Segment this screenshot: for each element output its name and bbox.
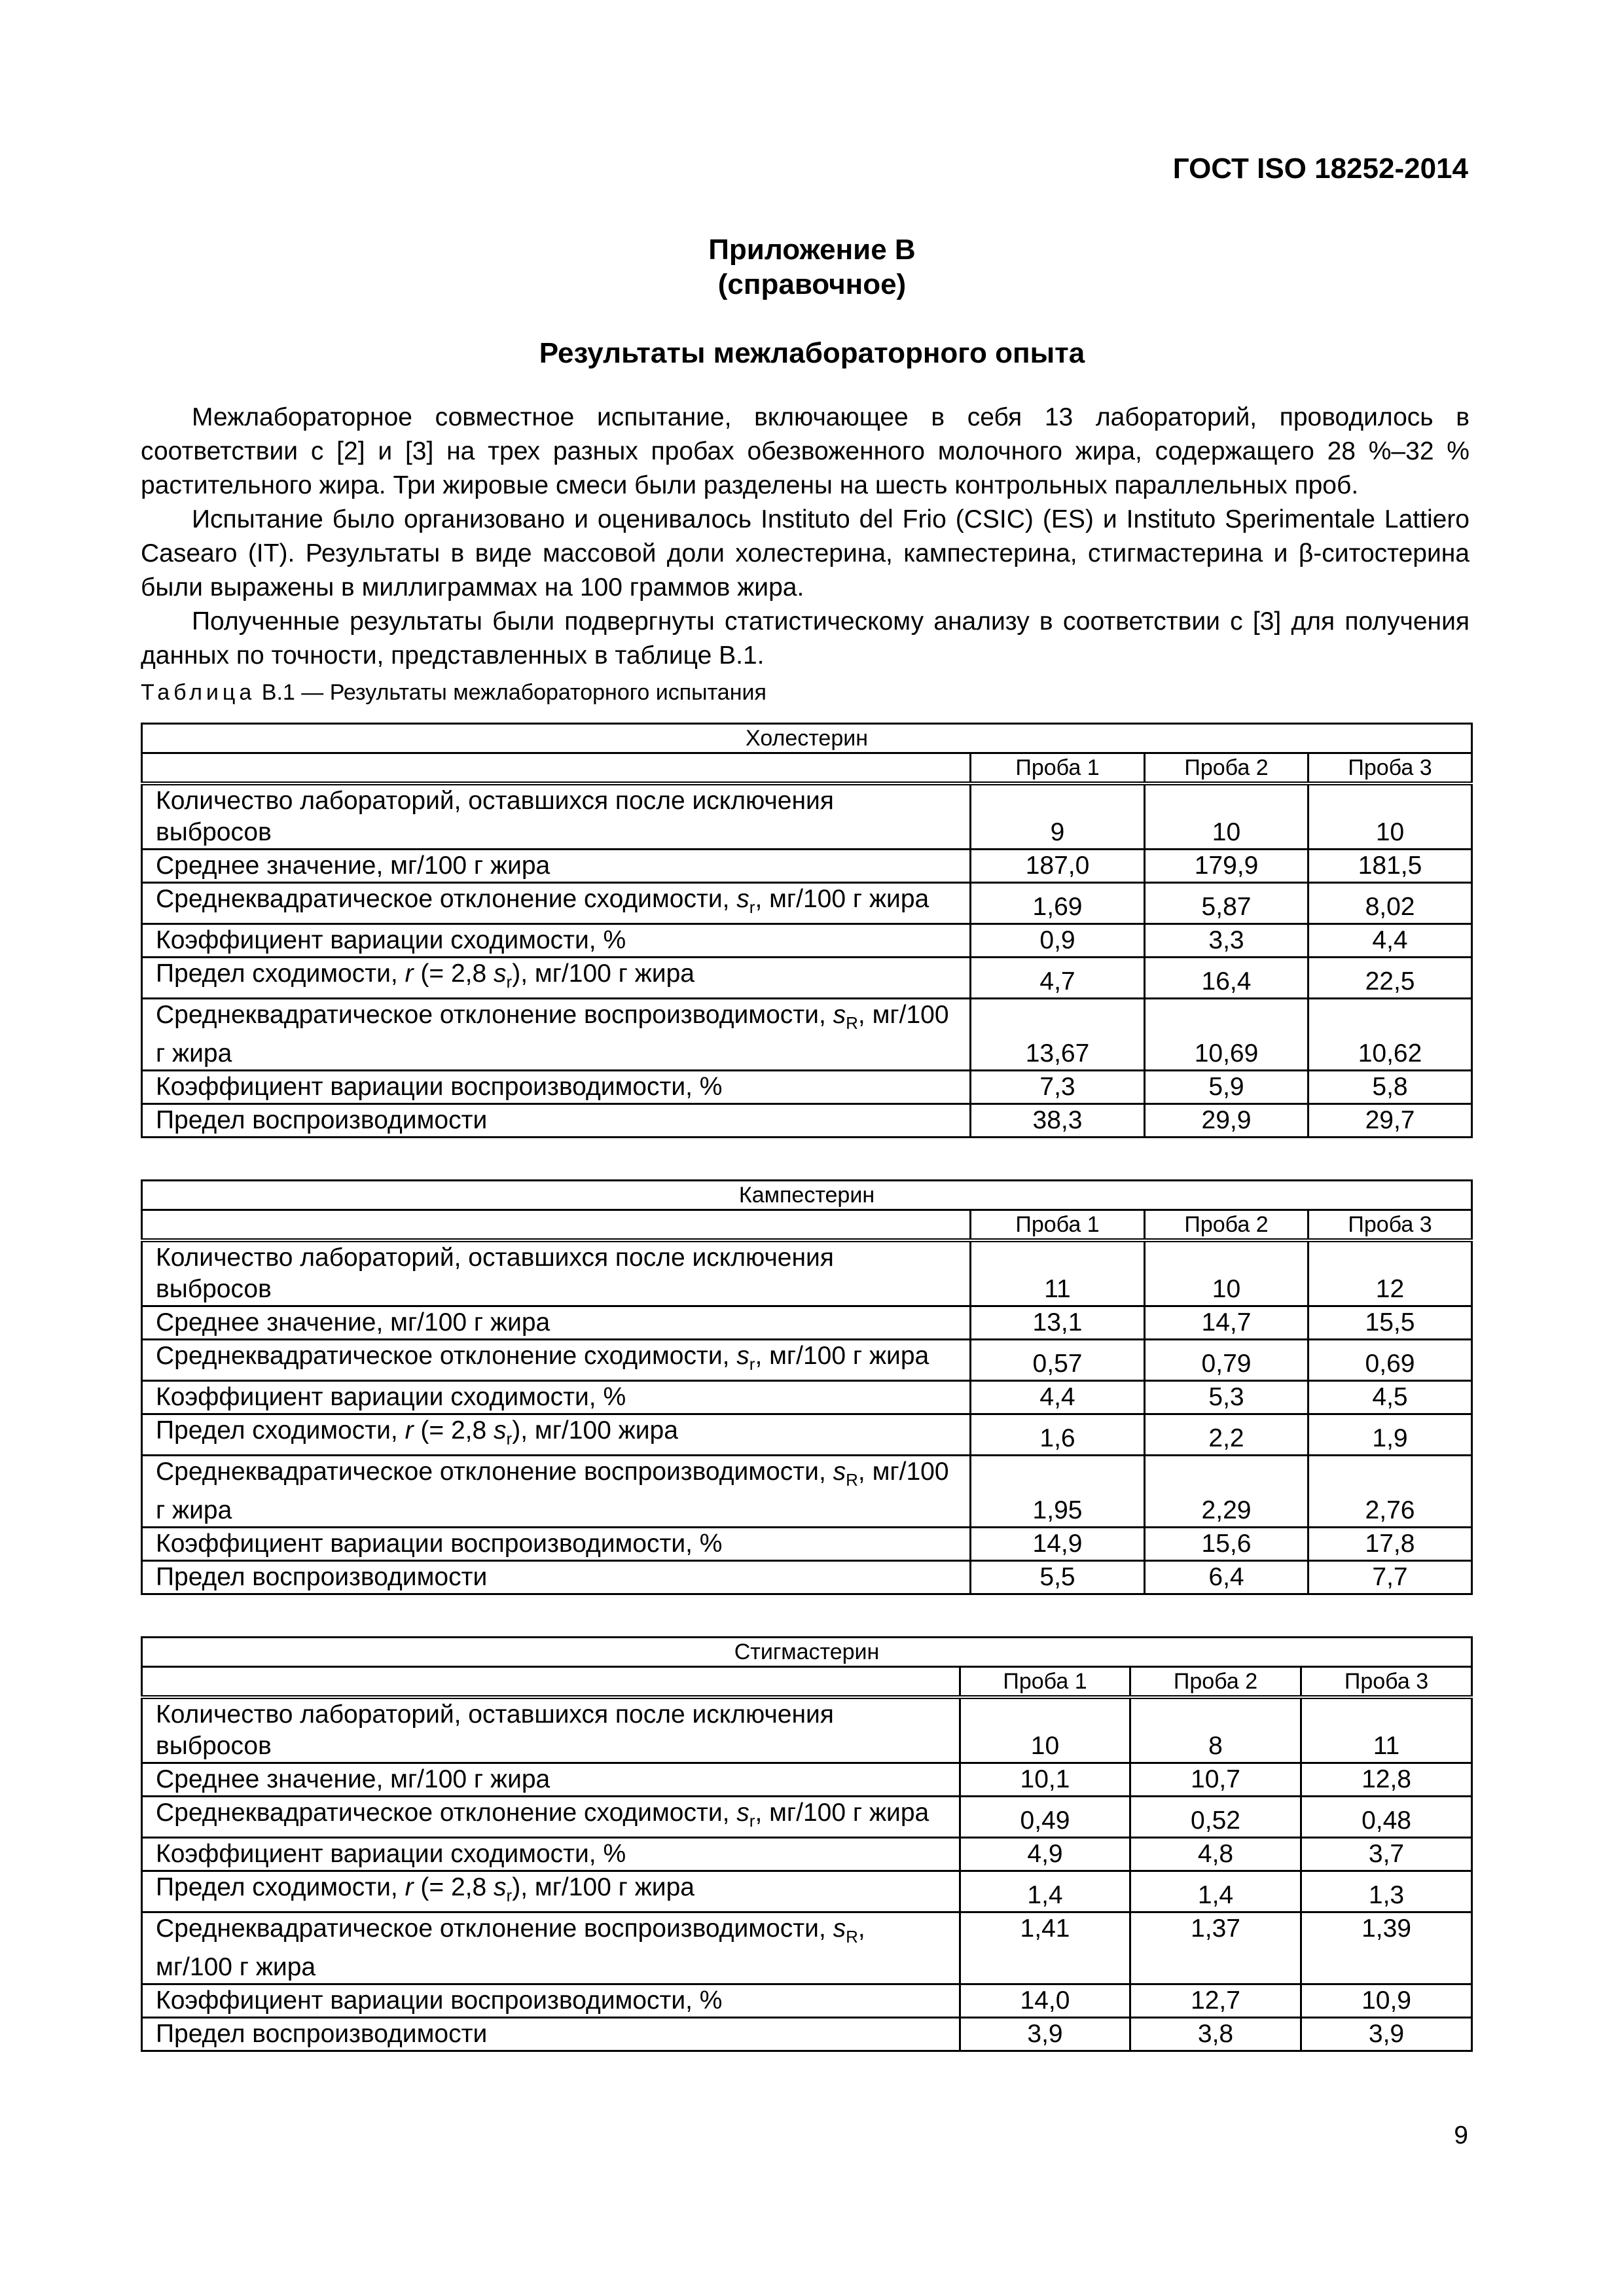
table-row xyxy=(142,924,1472,957)
value-cell: 1,9 xyxy=(1308,1414,1472,1455)
table-caption xyxy=(141,679,767,706)
row-label xyxy=(142,1763,960,1797)
table-row xyxy=(142,1984,1472,2018)
value-cell: 12,7 xyxy=(1130,1984,1301,2018)
value-cell: 1,41 xyxy=(960,1912,1130,1984)
value-cell: 5,5 xyxy=(971,1561,1145,1594)
value-cell: 2,2 xyxy=(1145,1414,1308,1455)
row-label xyxy=(142,1071,971,1104)
row-label-text: (= 2,8 xyxy=(413,1416,494,1444)
symbol-sub: r xyxy=(749,897,755,917)
table-row xyxy=(142,1340,1472,1381)
symbol-r: r xyxy=(405,959,414,988)
value-cell: 10 xyxy=(960,1697,1130,1763)
value-cell: 5,9 xyxy=(1145,1071,1308,1104)
value-cell: 16,4 xyxy=(1145,957,1308,998)
value-cell: 10,7 xyxy=(1130,1763,1301,1797)
value-cell: 4,8 xyxy=(1130,1837,1301,1871)
value-cell: 10 xyxy=(1308,783,1472,850)
row-label xyxy=(142,1306,971,1340)
table-row xyxy=(142,1414,1472,1455)
row-label-text: ), мг/100 г жира xyxy=(512,959,695,988)
value-cell: 2,29 xyxy=(1145,1455,1308,1528)
value-cell: 1,6 xyxy=(971,1414,1145,1455)
value-cell: 29,7 xyxy=(1308,1104,1472,1138)
symbol-sub: r xyxy=(506,1428,513,1448)
symbol-s: s xyxy=(736,1342,749,1370)
table-row xyxy=(142,1561,1472,1594)
table-caption-text: В.1 — Результаты межлабораторного испытания xyxy=(261,680,767,705)
row-label xyxy=(142,1380,971,1414)
value-cell: 5,3 xyxy=(1145,1380,1308,1414)
empty-header-cell xyxy=(142,1667,960,1698)
value-cell: 14,0 xyxy=(960,1984,1130,2018)
value-cell: 15,5 xyxy=(1308,1306,1472,1340)
row-label-text: Коэффициент вариации воспроизводимости, % xyxy=(156,1986,723,2015)
row-label-text: Коэффициент вариации сходимости, % xyxy=(156,925,626,954)
value-cell: 5,8 xyxy=(1308,1071,1472,1104)
value-cell: 4,7 xyxy=(971,957,1145,998)
symbol-r: r xyxy=(405,1416,414,1444)
row-label-text: Предел воспроизводимости xyxy=(156,2020,488,2049)
row-label-text: Предел сходимости, xyxy=(156,1416,405,1444)
paragraph: Испытание было организовано и оценивалось Instituto del Frio (CSIC) (ES) и Instituto Sperimentale Lattiero Casearo (IT). Результаты в виде массовой доли холестерина, кампестерина, стигмастерина и β-ситостерина были выражены в миллиграммах на 100 граммов жира. xyxy=(141,505,1470,601)
annex-subtitle: (справочное) xyxy=(717,268,907,300)
empty-header-cell xyxy=(142,753,971,784)
table-row xyxy=(142,1871,1472,1912)
row-label xyxy=(142,1984,960,2018)
value-cell: 1,69 xyxy=(971,883,1145,924)
value-cell: 10 xyxy=(1145,1240,1308,1306)
annex-title: Приложение В xyxy=(708,234,916,266)
symbol-sub: r xyxy=(749,1354,755,1374)
value-cell: 4,4 xyxy=(1308,924,1472,957)
row-label-text: Количество лабораторий, оставшихся после исключения выбросов xyxy=(156,787,834,846)
value-cell: 1,39 xyxy=(1301,1912,1472,1984)
symbol-s: s xyxy=(494,1416,507,1444)
symbol-sub: R xyxy=(846,1469,858,1490)
value-cell: 0,48 xyxy=(1301,1797,1472,1838)
results-table-stigmasterol xyxy=(141,1636,1473,2052)
value-cell: 22,5 xyxy=(1308,957,1472,998)
table-row xyxy=(142,1528,1472,1561)
symbol-s: s xyxy=(736,1799,749,1827)
table-substance-title: Холестерин xyxy=(142,724,1472,753)
sample-header: Проба 1 xyxy=(971,753,1145,784)
value-cell: 4,5 xyxy=(1308,1380,1472,1414)
value-cell: 10 xyxy=(1145,783,1308,850)
value-cell: 6,4 xyxy=(1145,1561,1308,1594)
body-text xyxy=(141,401,1470,673)
row-label-text: Среднее значение, мг/100 г жира xyxy=(156,1308,550,1336)
symbol-s: s xyxy=(833,1000,846,1029)
results-table-campesterol xyxy=(141,1179,1473,1595)
value-cell: 11 xyxy=(971,1240,1145,1306)
row-label xyxy=(142,1697,960,1763)
row-label-text: Количество лабораторий, оставшихся после исключения выбросов xyxy=(156,1700,834,1760)
value-cell: 12,8 xyxy=(1301,1763,1472,1797)
value-cell: 7,7 xyxy=(1308,1561,1472,1594)
symbol-s: s xyxy=(494,1873,507,1901)
value-cell: 15,6 xyxy=(1145,1528,1308,1561)
row-label-text: Количество лабораторий, оставшихся после исключения выбросов xyxy=(156,1244,834,1303)
empty-header-cell xyxy=(142,1210,971,1241)
table-row xyxy=(142,1912,1472,1984)
row-label-text: Предел воспроизводимости xyxy=(156,1563,488,1592)
standard-code: ГОСТ ISO 18252-2014 xyxy=(1172,152,1468,185)
row-label-text: , мг/100 г жира xyxy=(156,1457,949,1525)
value-cell: 1,4 xyxy=(960,1871,1130,1912)
table-row xyxy=(142,1763,1472,1797)
value-cell: 0,52 xyxy=(1130,1797,1301,1838)
value-cell: 0,57 xyxy=(971,1340,1145,1381)
row-label-text: Среднеквадратическое отклонение воспроизводимости, xyxy=(156,1457,833,1486)
row-label-text: Коэффициент вариации сходимости, % xyxy=(156,1839,626,1868)
table-row xyxy=(142,1240,1472,1306)
table-row xyxy=(142,1306,1472,1340)
row-label-text: Предел сходимости, xyxy=(156,1873,405,1901)
value-cell: 5,87 xyxy=(1145,883,1308,924)
symbol-s: s xyxy=(833,1457,846,1486)
row-label xyxy=(142,1912,960,1984)
row-label-text: Предел сходимости, xyxy=(156,959,405,988)
value-cell: 10,9 xyxy=(1301,1984,1472,2018)
row-label-text: (= 2,8 xyxy=(413,1873,494,1901)
value-cell: 8,02 xyxy=(1308,883,1472,924)
sample-header: Проба 3 xyxy=(1308,1210,1472,1241)
symbol-r: r xyxy=(405,1873,414,1901)
value-cell: 14,9 xyxy=(971,1528,1145,1561)
row-label xyxy=(142,783,971,850)
table-row xyxy=(142,1071,1472,1104)
row-label-text: ), мг/100 жира xyxy=(512,1416,678,1444)
table-row xyxy=(142,1104,1472,1138)
table-row xyxy=(142,957,1472,998)
row-label xyxy=(142,850,971,883)
row-label-text: Коэффициент вариации воспроизводимости, % xyxy=(156,1073,723,1102)
row-label-text: Среднее значение, мг/100 г жира xyxy=(156,852,550,880)
table-substance-title: Стигмастерин xyxy=(142,1638,1472,1667)
value-cell: 14,7 xyxy=(1145,1306,1308,1340)
table-row xyxy=(142,998,1472,1071)
row-label xyxy=(142,1871,960,1912)
row-label xyxy=(142,1340,971,1381)
sample-header: Проба 3 xyxy=(1301,1667,1472,1698)
table-row xyxy=(142,783,1472,850)
value-cell: 179,9 xyxy=(1145,850,1308,883)
table-caption-label: Таблица xyxy=(141,680,256,705)
value-cell: 12 xyxy=(1308,1240,1472,1306)
row-label xyxy=(142,1561,971,1594)
row-label-text: Среднеквадратическое отклонение воспроизводимости, xyxy=(156,1000,833,1029)
value-cell: 2,76 xyxy=(1308,1455,1472,1528)
table-row xyxy=(142,1697,1472,1763)
value-cell: 13,1 xyxy=(971,1306,1145,1340)
row-label-text: , мг/100 г жира xyxy=(755,1342,929,1370)
value-cell: 9 xyxy=(971,783,1145,850)
sample-header: Проба 2 xyxy=(1130,1667,1301,1698)
row-label xyxy=(142,1455,971,1528)
value-cell: 4,9 xyxy=(960,1837,1130,1871)
value-cell: 0,69 xyxy=(1308,1340,1472,1381)
value-cell: 29,9 xyxy=(1145,1104,1308,1138)
table-row xyxy=(142,1455,1472,1528)
row-label xyxy=(142,998,971,1071)
sample-header: Проба 1 xyxy=(960,1667,1130,1698)
value-cell: 1,37 xyxy=(1130,1912,1301,1984)
value-cell: 7,3 xyxy=(971,1071,1145,1104)
row-label-text: Предел воспроизводимости xyxy=(156,1106,488,1135)
value-cell: 10,1 xyxy=(960,1763,1130,1797)
value-cell: 11 xyxy=(1301,1697,1472,1763)
value-cell: 10,62 xyxy=(1308,998,1472,1071)
row-label-text: Среднеквадратическое отклонение сходимости, xyxy=(156,1799,737,1827)
row-label xyxy=(142,1837,960,1871)
table-row xyxy=(142,1837,1472,1871)
value-cell: 0,9 xyxy=(971,924,1145,957)
row-label xyxy=(142,2018,960,2051)
row-label-text: Среднеквадратическое отклонение сходимости, xyxy=(156,885,737,913)
value-cell: 0,49 xyxy=(960,1797,1130,1838)
symbol-sub: r xyxy=(506,1885,513,1905)
row-label-text: (= 2,8 xyxy=(413,959,494,988)
annex-heading xyxy=(0,233,1624,302)
row-label xyxy=(142,1414,971,1455)
value-cell: 17,8 xyxy=(1308,1528,1472,1561)
sample-header: Проба 3 xyxy=(1308,753,1472,784)
value-cell: 3,3 xyxy=(1145,924,1308,957)
paragraph: Полученные результаты были подвергнуты статистическому анализу в соответствии с [3] для получения данных по точности, представленных в таблице В.1. xyxy=(141,607,1470,670)
table-row xyxy=(142,883,1472,924)
table-row xyxy=(142,1797,1472,1838)
sample-header: Проба 1 xyxy=(971,1210,1145,1241)
row-label xyxy=(142,1797,960,1838)
symbol-sub: R xyxy=(846,1013,858,1033)
value-cell: 1,4 xyxy=(1130,1871,1301,1912)
value-cell: 0,79 xyxy=(1145,1340,1308,1381)
results-table-cholesterol xyxy=(141,723,1473,1138)
row-label xyxy=(142,883,971,924)
symbol-sub: R xyxy=(846,1926,858,1946)
value-cell: 8 xyxy=(1130,1697,1301,1763)
page-number: 9 xyxy=(1454,2121,1468,2149)
value-cell: 3,9 xyxy=(1301,2018,1472,2051)
row-label xyxy=(142,957,971,998)
table-substance-title: Кампестерин xyxy=(142,1181,1472,1210)
value-cell: 3,8 xyxy=(1130,2018,1301,2051)
row-label-text: , мг/100 г жира xyxy=(755,1799,929,1827)
symbol-s: s xyxy=(833,1914,846,1943)
symbol-s: s xyxy=(736,885,749,913)
row-label xyxy=(142,924,971,957)
value-cell: 3,9 xyxy=(960,2018,1130,2051)
row-label xyxy=(142,1528,971,1561)
paragraph: Межлабораторное совместное испытание, включающее в себя 13 лабораторий, проводилось в соответствии с [2] и [3] на трех разных пробах обезвоженного молочного жира, содержащего 28 %–32 % растительного жира. Три жировые смеси были разделены на шесть контрольных параллельных проб. xyxy=(141,403,1470,499)
row-label-text: , мг/100 г жира xyxy=(156,1000,949,1068)
sample-header: Проба 2 xyxy=(1145,1210,1308,1241)
row-label-text: , мг/100 г жира xyxy=(156,1914,865,1982)
value-cell: 4,4 xyxy=(971,1380,1145,1414)
value-cell: 13,67 xyxy=(971,998,1145,1071)
value-cell: 10,69 xyxy=(1145,998,1308,1071)
section-title: Результаты межлабораторного опыта xyxy=(539,337,1085,369)
table-row xyxy=(142,850,1472,883)
value-cell: 181,5 xyxy=(1308,850,1472,883)
row-label-text: Среднеквадратическое отклонение сходимости, xyxy=(156,1342,737,1370)
row-label-text: Коэффициент вариации сходимости, % xyxy=(156,1382,626,1411)
row-label-text: , мг/100 г жира xyxy=(755,885,929,913)
row-label xyxy=(142,1104,971,1138)
table-row xyxy=(142,1380,1472,1414)
row-label-text: ), мг/100 г жира xyxy=(512,1873,695,1901)
value-cell: 187,0 xyxy=(971,850,1145,883)
value-cell: 3,7 xyxy=(1301,1837,1472,1871)
value-cell: 38,3 xyxy=(971,1104,1145,1138)
table-row xyxy=(142,2018,1472,2051)
row-label-text: Среднеквадратическое отклонение воспроизводимости, xyxy=(156,1914,833,1943)
row-label xyxy=(142,1240,971,1306)
symbol-sub: r xyxy=(506,971,513,992)
row-label-text: Коэффициент вариации воспроизводимости, % xyxy=(156,1530,723,1558)
row-label-text: Среднее значение, мг/100 г жира xyxy=(156,1765,550,1793)
value-cell: 1,3 xyxy=(1301,1871,1472,1912)
symbol-sub: r xyxy=(749,1810,755,1831)
sample-header: Проба 2 xyxy=(1145,753,1308,784)
symbol-s: s xyxy=(494,959,507,988)
value-cell: 1,95 xyxy=(971,1455,1145,1528)
